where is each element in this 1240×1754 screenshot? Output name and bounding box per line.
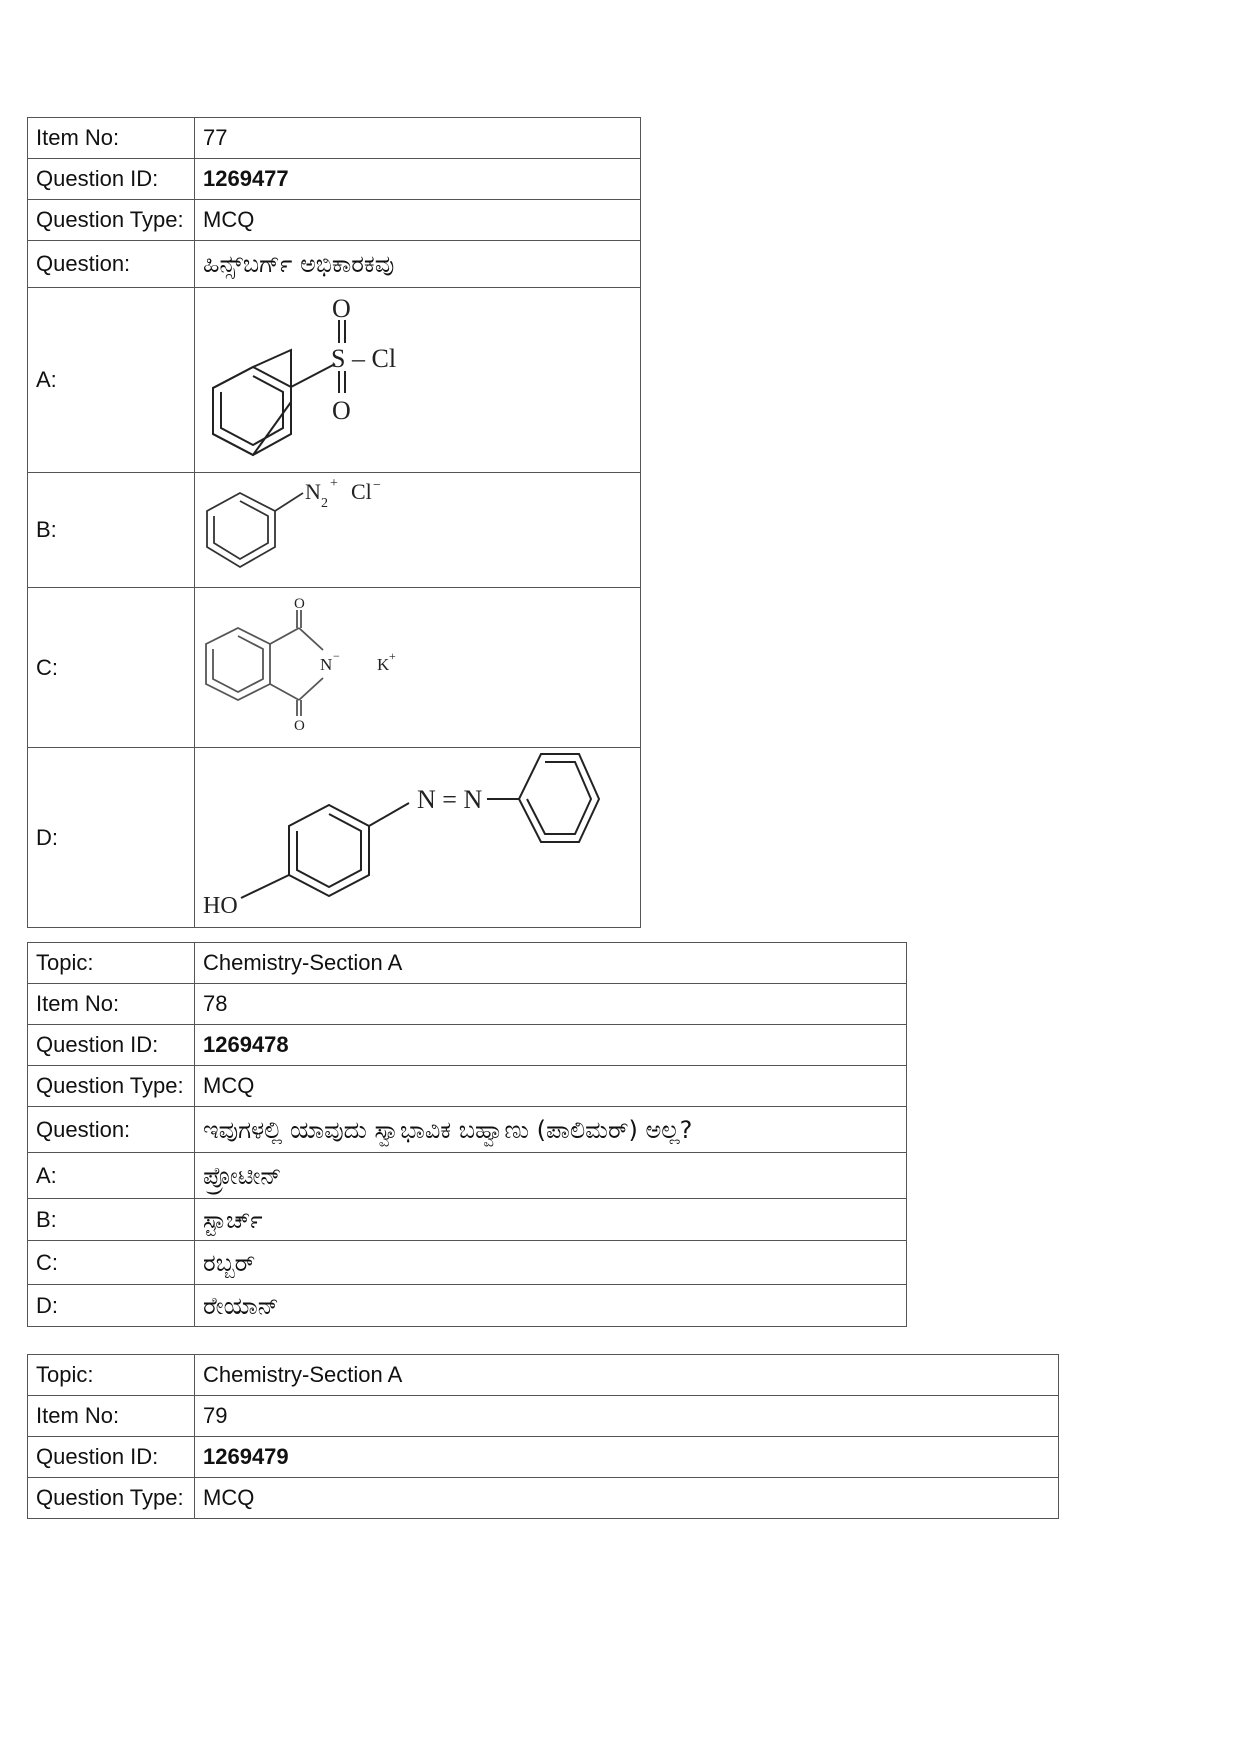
hydroxyl-label: HO — [203, 893, 238, 919]
question-id-label: Question ID: — [28, 159, 195, 200]
question-text: ಇವುಗಳಲ್ಲಿ ಯಾವುದು ಸ್ವಾಭಾವಿಕ ಬಹ್ವಾಣು (ಪಾಲಿಮರ್) ಅಲ್ಲ? — [195, 1107, 907, 1153]
chloride-charge: − — [373, 478, 381, 493]
item-no-label: Item No: — [28, 984, 195, 1025]
question-id-label: Question ID: — [28, 1437, 195, 1478]
nitrogen-label: N — [305, 479, 321, 504]
option-b-structure — [195, 473, 641, 588]
item-no-row — [28, 984, 907, 1025]
question-type-row — [28, 1478, 1059, 1519]
option-b-label: B: — [28, 1199, 195, 1241]
oxygen-bottom-label: O — [332, 396, 351, 425]
item-no-value: 79 — [195, 1396, 1059, 1437]
option-b-label: B: — [28, 473, 195, 588]
question-label: Question: — [28, 1107, 195, 1153]
item-no-label: Item No: — [28, 1396, 195, 1437]
item-no-label: Item No: — [28, 118, 195, 159]
question-id-row — [28, 1025, 907, 1066]
hydroxyazobenzene-structure — [195, 748, 635, 921]
question-row — [28, 1107, 907, 1153]
topic-value: Chemistry-Section A — [195, 1355, 1059, 1396]
sulfur-label: S — [331, 344, 346, 373]
option-d-label: D: — [28, 748, 195, 928]
option-a-structure — [195, 288, 641, 473]
option-c-structure — [195, 588, 641, 748]
potassium-charge: + — [389, 649, 396, 663]
question-type-row — [28, 1066, 907, 1107]
question-type-value: MCQ — [195, 1478, 1059, 1519]
question-id-row — [28, 159, 641, 200]
topic-value: Chemistry-Section A — [195, 943, 907, 984]
oxygen-top-label: O — [294, 596, 305, 612]
question-id-row — [28, 1437, 1059, 1478]
question-id-label: Question ID: — [28, 1025, 195, 1066]
option-d-label: D: — [28, 1285, 195, 1327]
oxygen-bottom-label: O — [294, 718, 305, 734]
question-type-label: Question Type: — [28, 200, 195, 241]
question-row — [28, 241, 641, 288]
s-bond — [291, 364, 335, 387]
question-type-label: Question Type: — [28, 1478, 195, 1519]
question-79-table — [27, 1354, 1059, 1519]
question-id-value: 1269477 — [195, 159, 641, 200]
potassium-label: K — [377, 655, 390, 674]
option-d-text: ರೇಯಾನ್ — [195, 1285, 907, 1327]
option-c-row — [28, 588, 641, 748]
question-type-value: MCQ — [195, 1066, 907, 1107]
question-label: Question: — [28, 241, 195, 288]
benzene-ring — [206, 628, 270, 700]
nitrogen-subscript: 2 — [321, 496, 328, 511]
chlorine-label: – Cl — [352, 344, 397, 373]
option-b-row — [28, 1199, 907, 1241]
phenyl-ring — [519, 754, 599, 842]
question-77-table — [27, 117, 641, 928]
question-type-row — [28, 200, 641, 241]
option-a-row — [28, 288, 641, 473]
phenol-ring — [289, 805, 369, 896]
item-no-value: 77 — [195, 118, 641, 159]
question-type-value: MCQ — [195, 200, 641, 241]
nitrogen-label: N — [320, 655, 333, 674]
option-b-text: ಸ್ಟಾರ್ಚ್ — [195, 1199, 907, 1241]
option-c-label: C: — [28, 588, 195, 748]
option-c-label: C: — [28, 1241, 195, 1285]
option-a-label: A: — [28, 1153, 195, 1199]
option-d-row — [28, 748, 641, 928]
benzenediazonium-chloride-structure — [195, 473, 635, 581]
option-d-row — [28, 1285, 907, 1327]
potassium-phthalimide-structure — [195, 588, 635, 741]
benzene-ring — [207, 493, 275, 567]
item-no-value: 78 — [195, 984, 907, 1025]
nitrogen-charge: + — [330, 476, 338, 491]
topic-label: Topic: — [28, 943, 195, 984]
question-id-value: 1269478 — [195, 1025, 907, 1066]
option-a-label: A: — [28, 288, 195, 473]
option-d-structure — [195, 748, 641, 928]
chloride-label: Cl — [351, 479, 372, 504]
option-a-row — [28, 1153, 907, 1199]
option-c-text: ರಬ್ಬರ್ — [195, 1241, 907, 1285]
benzenesulfonyl-chloride-structure — [195, 288, 635, 466]
question-78-table — [27, 942, 907, 1327]
option-b-row — [28, 473, 641, 588]
topic-row — [28, 943, 907, 984]
topic-row — [28, 1355, 1059, 1396]
question-text: ಹಿನ್ಸ್‌ಬರ್ಗ್ ಅಭಿಕಾರಕವು — [195, 241, 641, 288]
item-no-row — [28, 118, 641, 159]
question-id-value: 1269479 — [195, 1437, 1059, 1478]
topic-label: Topic: — [28, 1355, 195, 1396]
oxygen-top-label: O — [332, 294, 351, 323]
azo-label: N = N — [417, 785, 483, 814]
option-a-text: ಪ್ರೋಟೀನ್ — [195, 1153, 907, 1199]
item-no-row — [28, 1396, 1059, 1437]
question-type-label: Question Type: — [28, 1066, 195, 1107]
option-c-row — [28, 1241, 907, 1285]
nitrogen-charge: − — [333, 649, 340, 663]
